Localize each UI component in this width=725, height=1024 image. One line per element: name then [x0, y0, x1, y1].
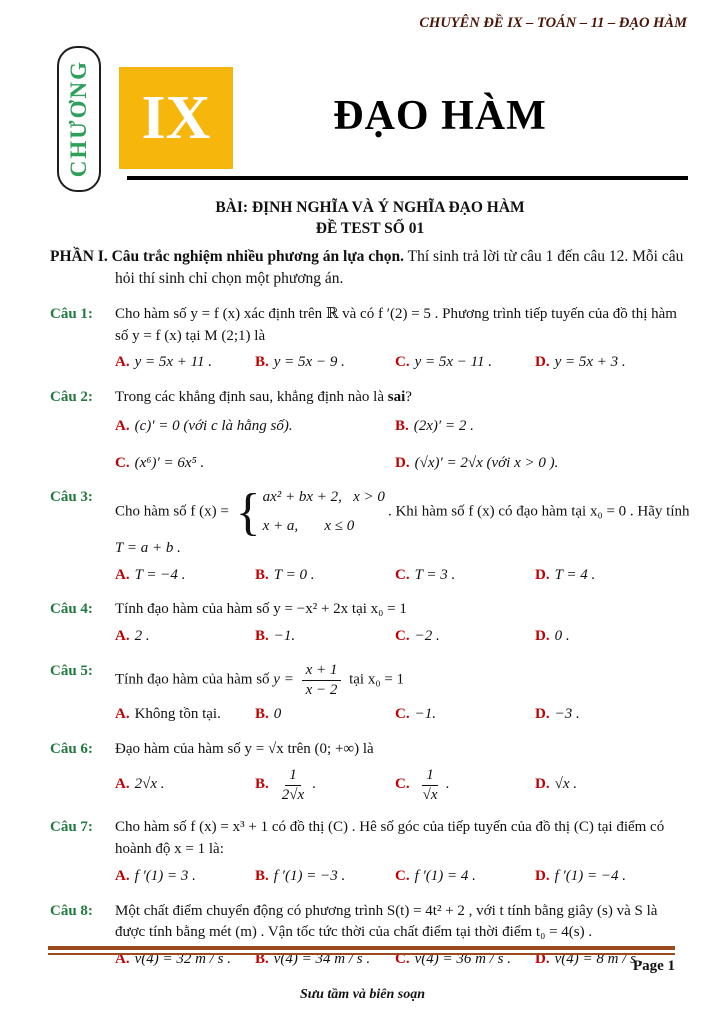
- footer-divider: [48, 946, 675, 955]
- answer-suffix: .: [445, 776, 450, 793]
- answer-text: −1.: [273, 628, 296, 645]
- fraction-denominator: √x: [422, 786, 438, 803]
- question-1-option-b: [255, 352, 395, 374]
- answer-letter-b: B.: [255, 951, 269, 968]
- running-header: CHUYÊN ĐỀ IX – TOÁN – 11 – ĐẠO HÀM: [419, 15, 687, 31]
- fraction-numerator: x + 1: [302, 661, 342, 681]
- question-6-option-a: [115, 774, 255, 796]
- question-3: [50, 483, 690, 586]
- answer-letter-d: D.: [535, 354, 550, 371]
- answer-letter-a: A.: [115, 566, 130, 583]
- answer-letter-a: A.: [115, 354, 130, 371]
- answer-letter-b: B.: [255, 628, 269, 645]
- question-2-option-a: [115, 416, 395, 438]
- footer-credit: Sưu tầm và biên soạn: [299, 987, 426, 1002]
- question-5-option-a: [115, 704, 255, 726]
- answer-text: (2x)′ = 2 .: [413, 417, 474, 434]
- answer-letter-a: A.: [115, 867, 130, 884]
- question-4: [50, 599, 690, 648]
- question-5-suffix: tại x₀ = 1: [345, 671, 405, 688]
- answer-text: f ′(1) = 3 .: [134, 867, 196, 884]
- chapter-number-box: [119, 67, 233, 169]
- answer-text: (√x)′ = 2√x (với x > 0 ).: [414, 454, 559, 471]
- answer-letter-c: C.: [395, 951, 410, 968]
- question-1-label: Câu 1:: [50, 305, 93, 322]
- question-2-label: Câu 2:: [50, 389, 93, 406]
- banner-divider: [127, 176, 688, 180]
- answer-letter-c: C.: [395, 566, 410, 583]
- answer-text: f ′(1) = −4 .: [554, 867, 627, 884]
- fraction-denominator: 2√x: [281, 786, 305, 803]
- answer-letter-b: B.: [255, 354, 269, 371]
- question-6-option-b: [255, 766, 395, 805]
- part-heading-bold: PHẦN I. Câu trắc nghiệm nhiều phương án lựa chọn.: [50, 248, 405, 265]
- answer-letter-a: A.: [115, 776, 130, 793]
- question-6-option-c: [395, 766, 535, 805]
- test-title: ĐỀ TEST SỐ 01: [315, 220, 425, 237]
- question-2-bold-word: sai: [387, 389, 406, 406]
- question-1-option-d: [535, 352, 690, 374]
- question-6: [50, 739, 690, 804]
- answer-text: 0 .: [554, 628, 570, 645]
- chapter-number: IX: [141, 84, 211, 152]
- lesson-title: BÀI: ĐỊNH NGHĨA VÀ Ý NGHĨA ĐẠO HÀM: [215, 199, 525, 216]
- part-heading: [50, 246, 690, 291]
- answer-letter-b: B.: [395, 417, 409, 434]
- question-6-text: Đạo hàm của hàm số y = √x trên (0; +∞) là: [115, 741, 374, 758]
- fraction-numerator: 1: [285, 766, 301, 786]
- answer-text: f ′(1) = 4 .: [414, 867, 476, 884]
- answer-text: √x .: [554, 776, 577, 793]
- fraction: [278, 766, 308, 805]
- fraction-numerator: 1: [422, 766, 438, 786]
- answer-letter-a: A.: [115, 628, 130, 645]
- answer-letter-d: D.: [535, 776, 550, 793]
- answer-letter-b: B.: [255, 566, 269, 583]
- answer-text: −2 .: [414, 628, 440, 645]
- answer-letter-d: D.: [535, 628, 550, 645]
- question-3-option-b: [255, 565, 395, 587]
- question-1-option-c: [395, 352, 535, 374]
- answer-letter-c: C.: [395, 867, 410, 884]
- answer-letter-c: C.: [395, 628, 410, 645]
- question-2-text: [115, 387, 690, 409]
- question-1-text: Cho hàm số y = f (x) xác định trên ℝ và có f ′(2) = 5 . Phương trình tiếp tuyến của đồ thị hàm số y = f (x) tại M (2;1) là: [115, 305, 677, 344]
- question-1: [50, 304, 690, 374]
- question-3-prefix: Cho hàm số f (x) =: [115, 504, 233, 521]
- question-5-option-b: [255, 704, 395, 726]
- answer-text: T = 3 .: [414, 566, 456, 583]
- question-4-option-a: [115, 626, 255, 648]
- question-4-text: Tính đạo hàm của hàm số y = −x² + 2x tại x₀ = 1: [115, 601, 407, 618]
- answer-text: −3 .: [554, 706, 580, 723]
- piecewise-case-top: ax² + bx + 2, x > 0: [262, 489, 385, 506]
- answer-letter-b: B.: [255, 867, 269, 884]
- part-instructions: Thí sinh trả lời từ câu 1 đến câu 12. Mỗi câu hỏi thí sinh chỉ chọn một phương án.: [115, 248, 684, 288]
- question-4-label: Câu 4:: [50, 601, 93, 618]
- answer-text: (x⁶)′ = 6x⁵ .: [134, 454, 205, 471]
- question-3-suffix: . Khi hàm số f (x) có đạo hàm tại x₀ = 0 . Hãy tính: [387, 504, 690, 521]
- answer-letter-c: C.: [395, 354, 410, 371]
- question-4-option-c: [395, 626, 535, 648]
- answer-text: f ′(1) = −3 .: [273, 867, 346, 884]
- answer-text: 0: [273, 706, 282, 723]
- answer-letter-d: D.: [535, 566, 550, 583]
- question-8-label: Câu 8:: [50, 902, 93, 919]
- question-2: [50, 387, 690, 474]
- question-8: [50, 901, 690, 971]
- question-8-text: Một chất điểm chuyển động có phương trình S(t) = 4t² + 2 , với t tính bằng giây (s) và S là được tính bằng mét (m) . Vận tốc tức thời của chất điểm tại thời điểm t₀ = 4(s) .: [115, 902, 658, 941]
- question-5-option-d: [535, 704, 690, 726]
- answer-text: T = 4 .: [554, 566, 596, 583]
- answer-text: T = −4 .: [134, 566, 186, 583]
- question-7-label: Câu 7:: [50, 819, 93, 836]
- question-6-label: Câu 6:: [50, 741, 93, 758]
- question-2-option-c: [115, 453, 395, 475]
- answer-letter-d: D.: [535, 951, 550, 968]
- answer-text: y = 5x + 11 .: [134, 354, 213, 371]
- page-number: Page 1: [632, 958, 675, 974]
- question-3-option-a: [115, 565, 255, 587]
- question-7-option-a: [115, 866, 255, 888]
- answer-letter-d: D.: [535, 867, 550, 884]
- answer-text: (c)′ = 0 (với c là hằng số).: [134, 417, 293, 434]
- answer-text: v(4) = 34 m / s .: [273, 951, 371, 968]
- question-5-label: Câu 5:: [50, 662, 93, 679]
- question-5-text: [115, 661, 690, 700]
- question-2-text-before: Trong các khẳng định sau, khẳng định nào là: [115, 389, 388, 406]
- question-6-option-d: [535, 774, 690, 796]
- answer-text: v(4) = 32 m / s .: [134, 951, 231, 968]
- answer-text: 2 .: [134, 628, 150, 645]
- question-3-option-c: [395, 565, 535, 587]
- answer-text: v(4) = 36 m / s .: [414, 951, 511, 968]
- answer-letter-b: B.: [255, 776, 269, 793]
- question-2-text-after: ?: [405, 389, 412, 406]
- chapter-pill: [57, 46, 101, 192]
- fraction-denominator: x − 2: [305, 681, 338, 698]
- answer-text: y = 5x − 9 .: [273, 354, 345, 371]
- question-5-prefix: Tính đạo hàm của hàm số: [115, 671, 274, 688]
- question-7-text: Cho hàm số f (x) = x³ + 1 có đồ thị (C) . Hê số góc của tiếp tuyến của đồ thị (C) tại điểm có hoành độ x = 1 là:: [115, 819, 665, 858]
- question-5-option-c: [395, 704, 535, 726]
- question-7-option-d: [535, 866, 690, 888]
- fraction: [302, 661, 342, 700]
- chapter-label: CHƯƠNG: [66, 60, 91, 178]
- piecewise-function: [235, 483, 385, 541]
- answer-letter-b: B.: [255, 706, 269, 723]
- question-4-option-d: [535, 626, 690, 648]
- question-2-option-b: [395, 416, 690, 438]
- question-3-text: [115, 483, 690, 541]
- chapter-title: ĐẠO HÀM: [333, 93, 547, 139]
- answer-text: T = 0 .: [273, 566, 315, 583]
- question-7-option-b: [255, 866, 395, 888]
- answer-letter-c: C.: [115, 454, 130, 471]
- document-body: [50, 197, 690, 971]
- question-7-option-c: [395, 866, 535, 888]
- answer-letter-a: A.: [115, 417, 130, 434]
- answer-text: Không tồn tại.: [134, 706, 221, 723]
- answer-text: y = 5x − 11 .: [414, 354, 493, 371]
- question-5-lead: y =: [273, 671, 298, 688]
- brace-glyph: {: [235, 483, 261, 541]
- answer-letter-d: D.: [535, 706, 550, 723]
- question-5: [50, 661, 690, 726]
- question-3-label: Câu 3:: [50, 489, 93, 506]
- question-4-option-b: [255, 626, 395, 648]
- answer-letter-d: D.: [395, 454, 410, 471]
- answer-letter-c: C.: [395, 706, 410, 723]
- piecewise-case-bottom: x + a, x ≤ 0: [262, 518, 355, 535]
- answer-text: y = 5x + 3 .: [554, 354, 626, 371]
- question-3-option-d: [535, 565, 690, 587]
- answer-text: −1.: [414, 706, 436, 723]
- answer-suffix: .: [312, 776, 316, 793]
- answer-letter-c: C.: [395, 776, 410, 793]
- answer-letter-a: A.: [115, 951, 130, 968]
- question-7: [50, 817, 690, 887]
- answer-text: v(4) = 8 m / s .: [554, 951, 644, 968]
- question-3-line2: T = a + b .: [115, 539, 181, 556]
- question-1-option-a: [115, 352, 255, 374]
- answer-letter-a: A.: [115, 706, 130, 723]
- answer-text: 2√x .: [134, 776, 165, 793]
- question-2-option-d: [395, 453, 690, 475]
- fraction: [419, 766, 442, 805]
